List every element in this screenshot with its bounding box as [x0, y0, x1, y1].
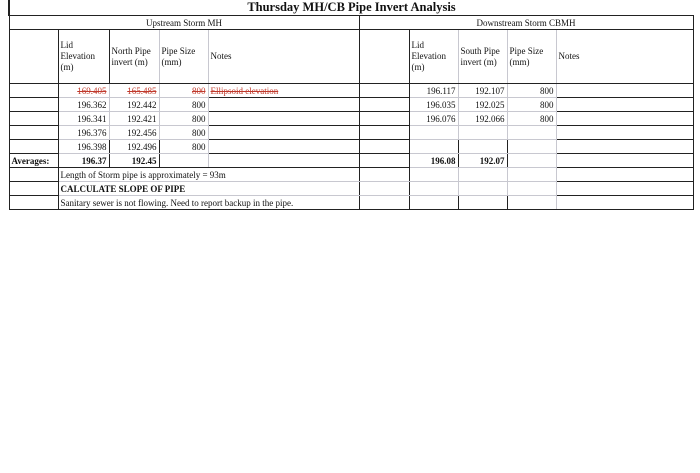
note-cell[interactable]	[556, 140, 693, 154]
cell[interactable]	[359, 168, 409, 182]
table-row	[9, 140, 693, 154]
lid-cell[interactable]: 169.405	[58, 84, 109, 98]
cell[interactable]	[159, 154, 208, 168]
size-cell[interactable]: 800	[159, 84, 208, 98]
size-cell[interactable]: 800	[159, 126, 208, 140]
note-cell[interactable]	[556, 84, 693, 98]
invert-cell[interactable]: 165.485	[109, 84, 159, 98]
cell[interactable]	[556, 168, 693, 182]
header-south-pipe-invert[interactable]: South Pipe invert (m)	[458, 30, 507, 84]
cell[interactable]	[9, 98, 58, 112]
lid-cell[interactable]: 196.117	[409, 84, 458, 98]
cell[interactable]	[409, 196, 458, 210]
invert-cell[interactable]: 192.107	[458, 84, 507, 98]
invert-cell[interactable]: 192.025	[458, 98, 507, 112]
header-pipe-size[interactable]: Pipe Size (mm)	[159, 30, 208, 84]
header-notes-down[interactable]: Notes	[556, 30, 693, 84]
lid-cell[interactable]: 196.376	[58, 126, 109, 140]
cell[interactable]	[409, 126, 458, 140]
note-row	[9, 168, 693, 182]
lid-cell[interactable]: 196.362	[58, 98, 109, 112]
cell[interactable]	[359, 154, 409, 168]
cell[interactable]	[9, 196, 58, 210]
calculate-slope-note[interactable]: CALCULATE SLOPE OF PIPE	[58, 182, 359, 196]
note-cell[interactable]	[208, 126, 359, 140]
avg-invert-down[interactable]: 192.07	[458, 154, 507, 168]
invert-cell[interactable]: 192.456	[109, 126, 159, 140]
invert-cell[interactable]: 192.421	[109, 112, 159, 126]
averages-row	[9, 154, 693, 168]
cell[interactable]	[359, 140, 409, 154]
cell[interactable]	[9, 168, 58, 182]
table-row	[9, 126, 693, 140]
note-cell[interactable]	[556, 98, 693, 112]
cell[interactable]	[458, 168, 507, 182]
sanitary-sewer-note[interactable]: Sanitary sewer is not flowing. Need to report backup in the pipe.	[58, 196, 359, 210]
cell[interactable]	[556, 182, 693, 196]
averages-label: Averages:	[9, 154, 58, 168]
header-lid-elevation[interactable]: Lid Elevation (m)	[58, 30, 109, 84]
avg-lid[interactable]: 196.37	[58, 154, 109, 168]
cell[interactable]	[507, 140, 556, 154]
note-cell[interactable]: Ellipsoid elevation	[208, 84, 359, 98]
cell[interactable]	[409, 140, 458, 154]
header-north-pipe-invert[interactable]: North Pipe invert (m)	[109, 30, 159, 84]
header-pipe-size-down[interactable]: Pipe Size (mm)	[507, 30, 556, 84]
cell[interactable]	[458, 196, 507, 210]
pipe-length-note[interactable]: Length of Storm pipe is approximately = 93m	[58, 168, 359, 182]
lid-cell[interactable]: 196.341	[58, 112, 109, 126]
avg-lid-down[interactable]: 196.08	[409, 154, 458, 168]
invert-cell[interactable]: 192.442	[109, 98, 159, 112]
pipe-invert-table	[8, 0, 694, 210]
cell[interactable]	[208, 154, 359, 168]
cell[interactable]	[9, 84, 58, 98]
size-cell[interactable]: 800	[159, 98, 208, 112]
note-cell[interactable]	[556, 126, 693, 140]
cell[interactable]	[409, 168, 458, 182]
avg-invert[interactable]: 192.45	[109, 154, 159, 168]
invert-cell[interactable]: 192.496	[109, 140, 159, 154]
lid-cell[interactable]: 196.035	[409, 98, 458, 112]
cell[interactable]	[359, 126, 409, 140]
cell[interactable]	[507, 126, 556, 140]
size-cell[interactable]: 800	[507, 112, 556, 126]
cell[interactable]	[359, 30, 409, 84]
cell[interactable]	[359, 182, 409, 196]
upstream-section-title: Upstream Storm MH	[9, 16, 359, 30]
size-cell[interactable]: 800	[159, 140, 208, 154]
cell[interactable]	[556, 196, 693, 210]
cell[interactable]	[9, 30, 58, 84]
spreadsheet	[8, 0, 694, 210]
cell[interactable]	[507, 154, 556, 168]
note-cell[interactable]	[208, 112, 359, 126]
cell[interactable]	[507, 182, 556, 196]
cell[interactable]	[359, 112, 409, 126]
note-row	[9, 182, 693, 196]
invert-cell[interactable]: 192.066	[458, 112, 507, 126]
header-notes[interactable]: Notes	[208, 30, 359, 84]
lid-cell[interactable]: 196.398	[58, 140, 109, 154]
table-row	[9, 98, 693, 112]
note-row	[9, 196, 693, 210]
size-cell[interactable]: 800	[159, 112, 208, 126]
cell[interactable]	[9, 140, 58, 154]
cell[interactable]	[9, 112, 58, 126]
cell[interactable]	[9, 126, 58, 140]
note-cell[interactable]	[556, 112, 693, 126]
size-cell[interactable]: 800	[507, 98, 556, 112]
note-cell[interactable]	[208, 140, 359, 154]
cell[interactable]	[359, 98, 409, 112]
cell[interactable]	[556, 154, 693, 168]
cell[interactable]	[507, 168, 556, 182]
header-lid-elevation-down[interactable]: Lid Elevation (m)	[409, 30, 458, 84]
cell[interactable]	[409, 182, 458, 196]
note-cell[interactable]	[208, 98, 359, 112]
downstream-section-title: Downstream Storm CBMH	[359, 16, 693, 30]
cell[interactable]	[458, 140, 507, 154]
cell[interactable]	[9, 182, 58, 196]
size-cell[interactable]: 800	[507, 84, 556, 98]
table-row	[9, 84, 693, 98]
cell[interactable]	[359, 196, 409, 210]
cell[interactable]	[359, 84, 409, 98]
sheet-title: Thursday MH/CB Pipe Invert Analysis	[9, 0, 693, 16]
cell[interactable]	[507, 196, 556, 210]
table-row	[9, 112, 693, 126]
cell[interactable]	[458, 126, 507, 140]
lid-cell[interactable]: 196.076	[409, 112, 458, 126]
cell[interactable]	[458, 182, 507, 196]
